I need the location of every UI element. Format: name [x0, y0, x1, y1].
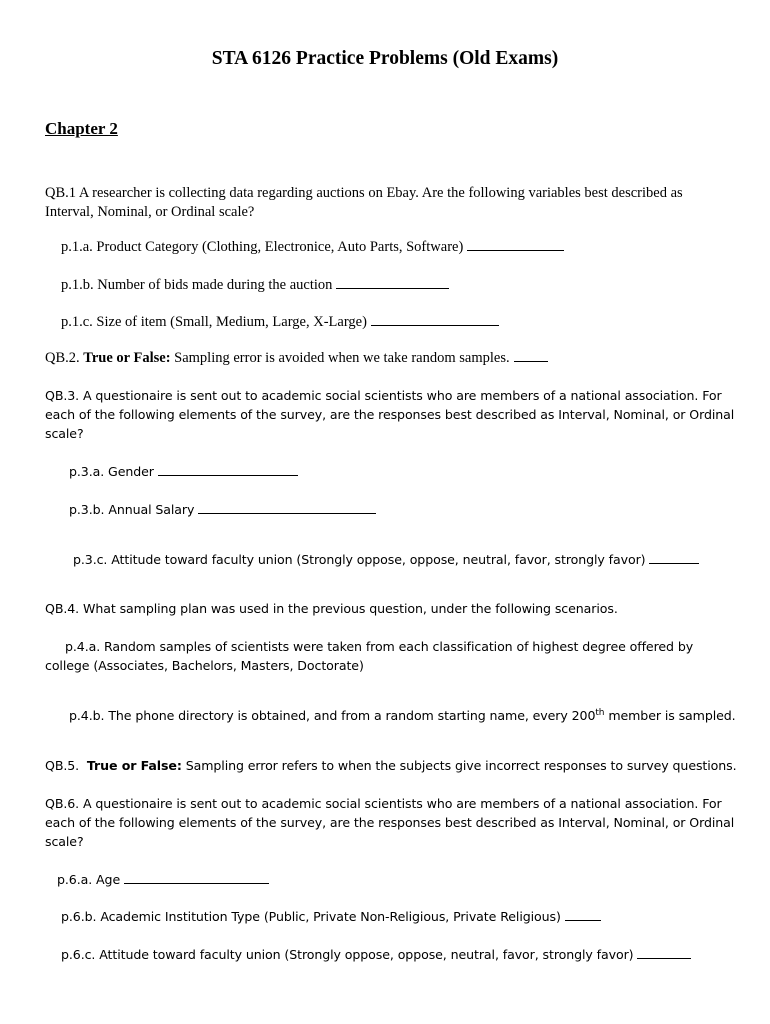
p3c-item	[73, 550, 699, 569]
p1b-item	[61, 276, 449, 295]
p3b-text: p.3.b. Annual Salary	[69, 502, 195, 517]
qb5-label: QB.5.	[45, 758, 80, 773]
p3a-text: p.3.a. Gender	[69, 464, 154, 479]
p6a-answer-blank[interactable]	[124, 871, 269, 884]
qb2-answer-blank[interactable]	[514, 350, 548, 362]
p4b-text: p.4.b. The phone directory is obtained, and from a random starting name, every 200	[69, 708, 596, 723]
p6b-item	[61, 907, 601, 926]
chapter-heading: Chapter 2	[45, 119, 118, 138]
p4b-superscript: th	[595, 707, 605, 718]
p3a-answer-blank[interactable]	[158, 463, 298, 476]
qb6-text-line3: scale?	[45, 834, 84, 849]
qb3-text-line2: each of the following elements of the survey, are the responses best described as Interval, Nominal, or Ordinal	[45, 407, 735, 422]
page-title: STA 6126 Practice Problems (Old Exams)	[211, 48, 559, 69]
p1c-item	[61, 313, 499, 332]
qb1-text-line1: QB.1 A researcher is collecting data regarding auctions on Ebay. Are the following variables best described as	[45, 185, 683, 201]
p6b-text: p.6.b. Academic Institution Type (Public, Private Non-Religious, Private Religious)	[61, 909, 561, 924]
p3c-answer-blank[interactable]	[649, 551, 699, 564]
p3c-text: p.3.c. Attitude toward faculty union (Strongly oppose, oppose, neutral, favor, strongly favor)	[73, 552, 646, 567]
qb6-text-line1: QB.6. A questionaire is sent out to academic social scientists who are members of a national association. For	[45, 796, 722, 811]
p4a-text-line2: college (Associates, Bachelors, Masters, Doctorate)	[45, 658, 364, 673]
qb4-text: QB.4. What sampling plan was used in the previous question, under the following scenarios.	[45, 601, 618, 616]
qb6-text-line2: each of the following elements of the survey, are the responses best described as Interval, Nominal, or Ordinal	[45, 815, 735, 830]
qb2-label: QB.2.	[45, 350, 80, 366]
p6a-text: p.6.a. Age	[57, 872, 121, 887]
p6a-item	[57, 870, 269, 889]
qb2-item	[45, 349, 548, 368]
p3a-item	[69, 462, 298, 481]
p1b-answer-blank[interactable]	[336, 276, 449, 289]
p1b-text: p.1.b. Number of bids made during the auction	[61, 277, 333, 293]
p4a-text-line1: p.4.a. Random samples of scientists were taken from each classification of highest degree offered by	[65, 639, 694, 654]
qb3-text-line1: QB.3. A questionaire is sent out to academic social scientists who are members of a national association. For	[45, 388, 722, 403]
qb2-true-false: True or False:	[83, 350, 171, 366]
p3b-answer-blank[interactable]	[198, 501, 376, 514]
p6c-answer-blank[interactable]	[637, 946, 691, 959]
qb5-item	[45, 756, 737, 775]
qb3-text-line3: scale?	[45, 426, 84, 441]
qb2-text: Sampling error is avoided when we take random samples.	[174, 350, 510, 366]
p1a-answer-blank[interactable]	[467, 238, 564, 251]
p4b-text-end: member is sampled.	[604, 708, 736, 723]
p6c-text: p.6.c. Attitude toward faculty union (Strongly oppose, oppose, neutral, favor, strongly favor)	[61, 947, 634, 962]
p3b-item	[69, 500, 376, 519]
qb5-text: Sampling error refers to when the subjects give incorrect responses to survey questions.	[185, 758, 737, 773]
p4b-item	[69, 706, 736, 725]
p6b-answer-blank[interactable]	[565, 908, 601, 921]
p1a-item	[61, 238, 564, 257]
qb1-text-line2: Interval, Nominal, or Ordinal scale?	[45, 204, 255, 220]
p1c-text: p.1.c. Size of item (Small, Medium, Large, X-Large)	[61, 314, 367, 330]
p6c-item	[61, 945, 691, 964]
qb5-true-false: True or False:	[86, 758, 182, 773]
p1a-text: p.1.a. Product Category (Clothing, Electronice, Auto Parts, Software)	[61, 239, 464, 255]
p1c-answer-blank[interactable]	[371, 313, 499, 326]
